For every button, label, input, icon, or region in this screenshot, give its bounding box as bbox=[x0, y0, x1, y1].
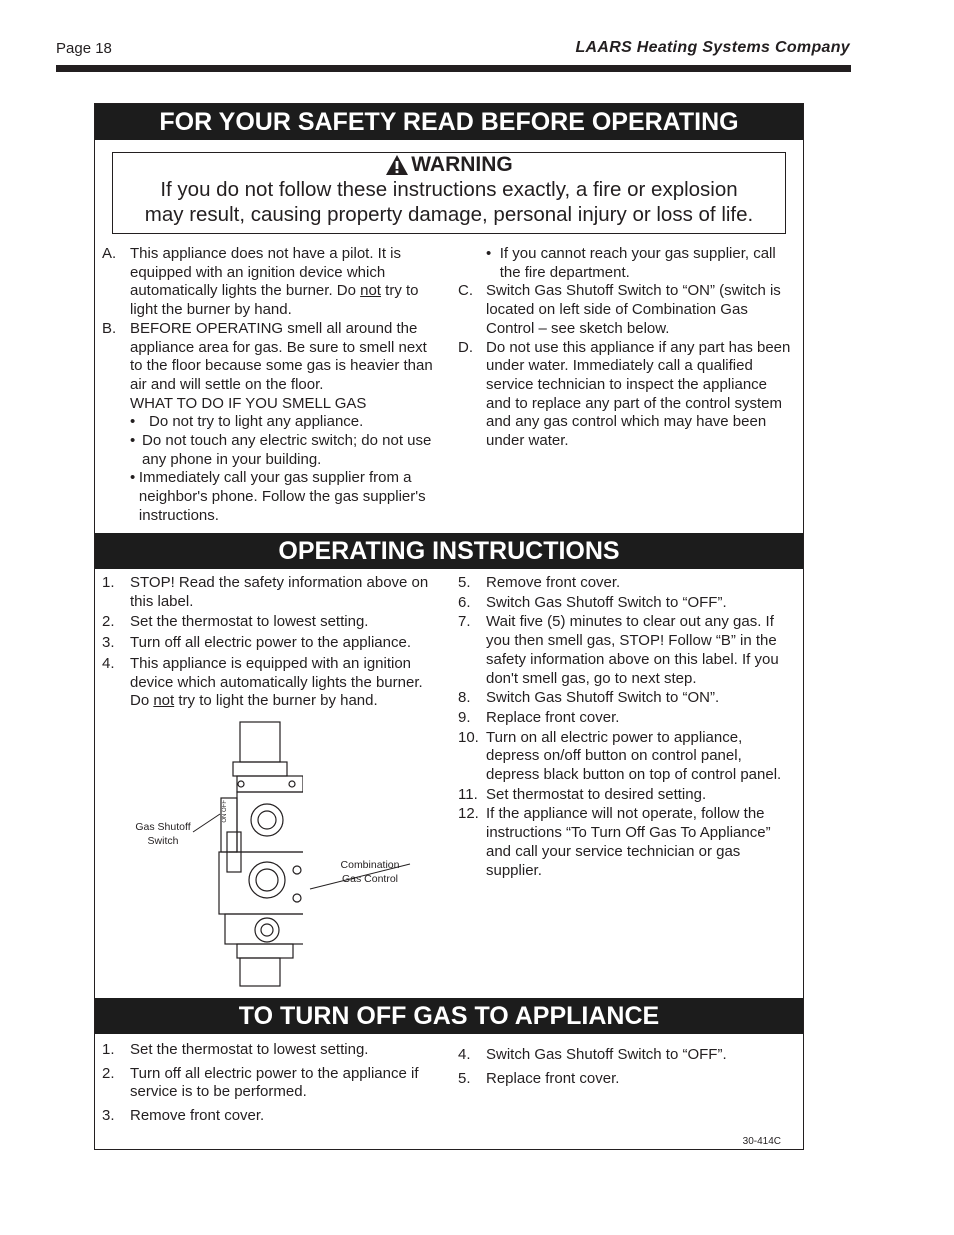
gas-shutoff-switch-label: Gas Shutoff Switch bbox=[135, 821, 191, 847]
bullet-item: • If you cannot reach your gas supplier, call the fire department. bbox=[486, 245, 776, 281]
item-text: Do not use this appliance if any part has been under water. Immediately call a qualified service technician to inspect the appliance and to replace any part of the control system and any gas control which may have been under water. bbox=[486, 338, 791, 450]
safety-label bbox=[94, 103, 804, 1150]
operating-step: 8. Switch Gas Shutoff Switch to “ON”. bbox=[458, 689, 720, 707]
operating-step: 5. Remove front cover. bbox=[458, 574, 621, 591]
warning-title: WARNING bbox=[411, 153, 513, 176]
safety-left-column bbox=[102, 245, 442, 526]
page-number: Page 18 bbox=[56, 40, 112, 57]
operating-right-column bbox=[458, 574, 798, 880]
warning-heading bbox=[113, 153, 785, 177]
turn-off-heading: TO TURN OFF GAS TO APPLIANCE bbox=[95, 998, 803, 1034]
smell-gas-subhead: WHAT TO DO IF YOU SMELL GAS bbox=[130, 394, 367, 412]
warning-line-2: may result, causing property damage, personal injury or loss of life. bbox=[144, 203, 754, 226]
bullet-item: • Do not try to light any appliance. bbox=[130, 413, 364, 431]
operating-step: 12. If the appliance will not operate, follow the instructions “To Turn Off Gas To Appliance” and call your service technician or gas supplier. bbox=[458, 805, 771, 879]
label-code: 30-414C bbox=[742, 1136, 781, 1147]
operating-step: 1. STOP! Read the safety information above on this label. bbox=[102, 574, 429, 610]
operating-step: 10. Turn on all electric power to appliance, depress on/off button on control panel, depress black button on top of control panel. bbox=[458, 728, 782, 784]
figure-leader-lines bbox=[185, 794, 415, 904]
operating-step: 9. Replace front cover. bbox=[458, 708, 620, 726]
turnoff-step: 5. Replace front cover. bbox=[458, 1069, 620, 1087]
turnoff-step: 4. Switch Gas Shutoff Switch to “OFF”. bbox=[458, 1046, 727, 1063]
turnoff-right-column bbox=[458, 1046, 798, 1088]
header-rule bbox=[56, 65, 851, 72]
turnoff-step: 2. Turn off all electric power to the appliance if service is to be performed. bbox=[102, 1064, 419, 1101]
item-text: BEFORE OPERATING smell all around the appliance area for gas. Be sure to smell next to the floor because some gas is heavier than air and will settle on the floor. WHAT TO DO IF YOU SMELL GAS bbox=[130, 319, 433, 412]
safety-right-column bbox=[458, 245, 796, 451]
item-letter: A. bbox=[102, 245, 117, 262]
bullet-item: • Do not touch any electric switch; do not use any phone in your building. bbox=[130, 432, 432, 468]
operating-step: 3. Turn off all electric power to the appliance. bbox=[102, 634, 411, 652]
turnoff-left-column bbox=[102, 1041, 442, 1126]
operating-step: 7. Wait five (5) minutes to clear out any gas. If you then smell gas, STOP! Follow “B” in the safety information above on this label. If you don't smell gas, go to next step. bbox=[458, 613, 779, 687]
item-text: This appliance does not have a pilot. It is equipped with an ignition device which automatically lights the burner. Do not try to light the burner by hand. bbox=[130, 245, 419, 319]
combination-gas-control-label: Combination Gas Control bbox=[340, 859, 400, 885]
item-letter: D. bbox=[458, 338, 473, 356]
item-letter: C. bbox=[458, 282, 473, 300]
safety-item-a bbox=[102, 245, 442, 320]
operating-heading: OPERATING INSTRUCTIONS bbox=[95, 533, 803, 569]
turnoff-step: 1. Set the thermostat to lowest setting. bbox=[102, 1041, 369, 1058]
warning-line-1: If you do not follow these instructions exactly, a fire or explosion bbox=[160, 178, 738, 201]
operating-step: 6. Switch Gas Shutoff Switch to “OFF”. bbox=[458, 593, 727, 611]
safety-item-b bbox=[102, 320, 442, 414]
safety-heading: FOR YOUR SAFETY READ BEFORE OPERATING bbox=[95, 104, 803, 140]
switch-legend: ON OFF bbox=[222, 800, 228, 823]
bullet-item: • Immediately call your gas supplier from a neighbor's phone. Follow the gas supplier's instructions. bbox=[130, 469, 426, 524]
warning-triangle-icon bbox=[385, 154, 409, 176]
company-name: LAARS Heating Systems Company bbox=[575, 39, 850, 56]
warning-box bbox=[112, 152, 786, 234]
operating-left-column bbox=[102, 574, 442, 711]
operating-step: 11. Set thermostat to desired setting. bbox=[458, 785, 707, 803]
turnoff-step: 3. Remove front cover. bbox=[102, 1107, 265, 1125]
safety-item-d bbox=[458, 339, 796, 451]
safety-item-c bbox=[458, 282, 796, 338]
operating-step: 2. Set the thermostat to lowest setting. bbox=[102, 613, 369, 631]
item-letter: B. bbox=[102, 319, 117, 337]
item-text: Switch Gas Shutoff Switch to “ON” (switch is located on left side of Combination Gas Control – see sketch below. bbox=[486, 282, 781, 337]
operating-step: 4. This appliance is equipped with an ignition device which automatically lights the burner. Do not try to light the burner by hand. bbox=[102, 654, 423, 710]
